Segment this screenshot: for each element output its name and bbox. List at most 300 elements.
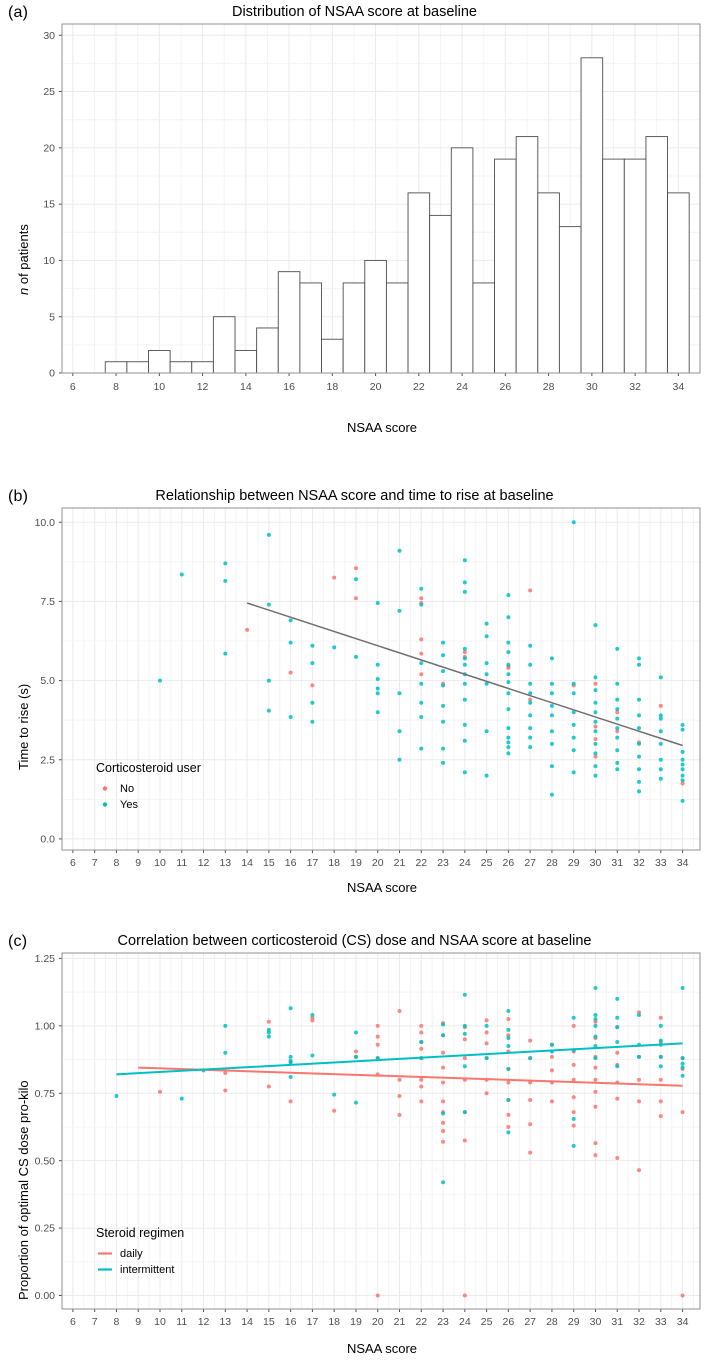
histogram-bar: [235, 350, 257, 373]
x-tick-label: 6: [69, 381, 76, 393]
x-tick-label: 8: [113, 381, 119, 393]
scatter-point: [289, 715, 293, 719]
histogram-bar: [538, 193, 560, 373]
scatter-point: [506, 1017, 510, 1021]
y-tick-label: 15: [43, 198, 55, 211]
scatter-point: [354, 1031, 358, 1035]
scatter-point: [463, 682, 467, 686]
scatter-point: [398, 758, 402, 762]
panel-c-tag: (c): [8, 933, 28, 950]
legend-entry-label: Yes: [120, 799, 138, 811]
scatter-point: [681, 986, 685, 990]
scatter-point: [419, 652, 423, 656]
scatter-point: [550, 656, 554, 660]
scatter-point: [223, 1071, 227, 1075]
scatter-point: [637, 1168, 641, 1172]
scatter-point: [659, 675, 663, 679]
panel-a: [0, 0, 709, 460]
x-tick-label: 32: [633, 1316, 645, 1328]
scatter-point: [310, 644, 314, 648]
panel-b-y-axis-title: Time to rise (s): [16, 683, 31, 770]
scatter-point: [572, 770, 576, 774]
x-tick-label: 30: [589, 1316, 602, 1328]
x-tick-label: 7: [91, 1316, 98, 1328]
scatter-point: [398, 1009, 402, 1013]
scatter-point: [528, 713, 532, 717]
scatter-point: [615, 647, 619, 651]
panel-b-plot-area: [0, 502, 709, 880]
scatter-point: [419, 747, 423, 751]
scatter-point: [441, 1180, 445, 1184]
x-tick-label: 12: [197, 1316, 210, 1328]
scatter-point: [615, 682, 619, 686]
x-tick-label: 21: [393, 857, 406, 869]
scatter-point: [506, 663, 510, 667]
scatter-point: [332, 576, 336, 580]
scatter-point: [463, 1024, 467, 1028]
histogram-bar: [603, 159, 625, 373]
scatter-point: [506, 672, 510, 676]
scatter-point: [289, 1055, 293, 1059]
scatter-point: [681, 1066, 685, 1070]
scatter-point: [310, 1018, 314, 1022]
scatter-point: [354, 1101, 358, 1105]
scatter-point: [463, 1064, 467, 1068]
x-tick-label: 16: [284, 857, 297, 869]
scatter-point: [376, 687, 380, 691]
scatter-point: [463, 663, 467, 667]
histogram-bar: [451, 148, 473, 373]
scatter-point: [398, 609, 402, 613]
panel-a-y-axis-title: n of patients: [16, 224, 31, 295]
x-tick-label: 20: [371, 1316, 384, 1328]
panel-c-x-axis-title: NSAA score: [346, 1341, 418, 1356]
scatter-point: [659, 729, 663, 733]
histogram-bar: [581, 58, 603, 373]
scatter-point: [289, 1006, 293, 1010]
x-tick-label: 18: [328, 1316, 341, 1328]
scatter-point: [485, 622, 489, 626]
scatter-point: [485, 729, 489, 733]
x-tick-label: 25: [480, 857, 493, 869]
scatter-point: [441, 1066, 445, 1070]
scatter-point: [223, 579, 227, 583]
scatter-point: [681, 1056, 685, 1060]
scatter-point: [376, 663, 380, 667]
scatter-point: [354, 1055, 358, 1059]
scatter-point: [681, 778, 685, 782]
scatter-point: [659, 704, 663, 708]
scatter-point: [615, 1040, 619, 1044]
scatter-point: [550, 682, 554, 686]
scatter-point: [398, 691, 402, 695]
scatter-point: [528, 682, 532, 686]
histogram-bar: [430, 215, 452, 373]
scatter-point: [310, 720, 314, 724]
scatter-point: [528, 1056, 532, 1060]
scatter-point: [419, 596, 423, 600]
scatter-point: [354, 1049, 358, 1053]
scatter-point: [593, 1090, 597, 1094]
scatter-point: [659, 742, 663, 746]
scatter-point: [550, 764, 554, 768]
scatter-point: [593, 1024, 597, 1028]
scatter-point: [441, 720, 445, 724]
scatter-point: [506, 736, 510, 740]
y-tick-label: 0.75: [34, 1087, 55, 1100]
scatter-point: [332, 1109, 336, 1113]
scatter-point: [593, 986, 597, 990]
histogram-bar: [149, 350, 171, 373]
panel-c-title: Correlation between corticosteroid (CS) dose and NSAA score at baseline: [117, 933, 592, 949]
scatter-point: [441, 747, 445, 751]
x-tick-label: 30: [589, 857, 602, 869]
histogram-bar: [559, 227, 581, 373]
x-tick-label: 20: [369, 381, 382, 393]
scatter-point: [572, 723, 576, 727]
scatter-point: [463, 558, 467, 562]
scatter-point: [506, 1098, 510, 1102]
x-tick-label: 13: [219, 857, 232, 869]
scatter-point: [419, 661, 423, 665]
scatter-point: [485, 661, 489, 665]
histogram-bar: [343, 283, 365, 373]
scatter-point: [419, 701, 423, 705]
x-tick-label: 25: [480, 1316, 493, 1328]
scatter-point: [681, 723, 685, 727]
x-tick-label: 23: [437, 1316, 449, 1328]
y-tick-label: 5: [49, 311, 55, 324]
scatter-point: [267, 1031, 271, 1035]
scatter-point: [593, 1141, 597, 1145]
scatter-point: [550, 704, 554, 708]
scatter-point: [572, 1024, 576, 1028]
scatter-point: [615, 1156, 619, 1160]
x-tick-label: 11: [176, 857, 188, 869]
scatter-point: [419, 1078, 423, 1082]
scatter-point: [681, 1062, 685, 1066]
scatter-point: [659, 1055, 663, 1059]
x-tick-label: 7: [91, 857, 98, 869]
scatter-point: [637, 742, 641, 746]
x-tick-label: 28: [542, 381, 555, 393]
x-tick-label: 8: [113, 1316, 120, 1328]
scatter-point: [441, 704, 445, 708]
scatter-point: [398, 1113, 402, 1117]
scatter-point: [572, 691, 576, 695]
scatter-point: [419, 682, 423, 686]
scatter-point: [593, 623, 597, 627]
legend-entry-label: No: [120, 783, 135, 795]
scatter-point: [310, 1013, 314, 1017]
histogram-bar: [516, 137, 538, 373]
x-tick-label: 29: [567, 1316, 580, 1328]
scatter-point: [637, 780, 641, 784]
histogram-bar: [278, 272, 300, 373]
scatter-point: [485, 1018, 489, 1022]
x-tick-label: 32: [629, 381, 641, 393]
scatter-point: [441, 653, 445, 657]
x-tick-label: 24: [456, 381, 468, 393]
scatter-point: [593, 675, 597, 679]
scatter-point: [506, 1113, 510, 1117]
x-tick-label: 23: [437, 857, 449, 869]
scatter-point: [485, 1041, 489, 1045]
scatter-point: [310, 683, 314, 687]
scatter-point: [506, 1080, 510, 1084]
scatter-point: [463, 590, 467, 594]
scatter-point: [485, 1056, 489, 1060]
x-tick-label: 13: [219, 1316, 232, 1328]
scatter-point: [354, 577, 358, 581]
y-tick-label: 10: [43, 255, 55, 268]
scatter-point: [463, 1138, 467, 1142]
scatter-point: [637, 1099, 641, 1103]
scatter-point: [637, 755, 641, 759]
scatter-point: [615, 748, 619, 752]
x-tick-label: 16: [284, 1316, 297, 1328]
scatter-point: [572, 1095, 576, 1099]
scatter-point: [550, 793, 554, 797]
histogram-bar: [646, 137, 668, 373]
x-tick-label: 9: [135, 857, 142, 869]
scatter-point: [572, 748, 576, 752]
scatter-point: [593, 1066, 597, 1070]
x-tick-label: 8: [113, 857, 120, 869]
scatter-point: [463, 1037, 467, 1041]
scatter-point: [681, 750, 685, 754]
scatter-point: [419, 1040, 423, 1044]
scatter-point: [593, 774, 597, 778]
panel-a-tag: (a): [8, 4, 29, 21]
scatter-point: [506, 745, 510, 749]
scatter-point: [419, 587, 423, 591]
scatter-point: [376, 1035, 380, 1039]
scatter-point: [593, 1105, 597, 1109]
histogram-bar: [668, 193, 690, 373]
scatter-point: [506, 707, 510, 711]
scatter-point: [615, 707, 619, 711]
scatter-point: [593, 751, 597, 755]
scatter-point: [659, 1016, 663, 1020]
scatter-point: [593, 682, 597, 686]
scatter-point: [659, 767, 663, 771]
scatter-point: [528, 1122, 532, 1126]
y-tick-label: 30: [43, 29, 55, 42]
scatter-point: [659, 1039, 663, 1043]
scatter-point: [180, 573, 184, 577]
scatter-point: [681, 1110, 685, 1114]
scatter-point: [485, 1091, 489, 1095]
scatter-point: [158, 679, 162, 683]
scatter-point: [550, 713, 554, 717]
scatter-point: [463, 1032, 467, 1036]
scatter-point: [441, 1051, 445, 1055]
histogram-bar: [365, 260, 387, 373]
scatter-point: [419, 672, 423, 676]
panel-c-y-axis-title: Proportion of optimal CS dose pro-kilo: [16, 1080, 31, 1300]
x-tick-label: 27: [524, 857, 537, 869]
scatter-point: [615, 1097, 619, 1101]
scatter-point: [506, 1125, 510, 1129]
scatter-point: [572, 1110, 576, 1114]
x-tick-label: 29: [567, 857, 580, 869]
scatter-point: [528, 745, 532, 749]
scatter-point: [463, 580, 467, 584]
histogram-bar: [408, 193, 430, 373]
x-tick-label: 34: [676, 857, 689, 869]
scatter-point: [659, 1064, 663, 1068]
scatter-point: [615, 698, 619, 702]
x-tick-label: 22: [413, 381, 425, 393]
scatter-point: [637, 713, 641, 717]
scatter-point: [289, 618, 293, 622]
legend-swatch: [103, 802, 107, 806]
scatter-point: [615, 736, 619, 740]
scatter-point: [376, 1024, 380, 1028]
x-tick-label: 10: [153, 381, 166, 393]
scatter-point: [681, 799, 685, 803]
x-tick-label: 14: [239, 381, 252, 393]
x-tick-label: 28: [546, 1316, 558, 1328]
scatter-point: [463, 770, 467, 774]
scatter-point: [550, 729, 554, 733]
scatter-point: [463, 1294, 467, 1298]
scatter-point: [681, 763, 685, 767]
histogram-bar: [386, 283, 408, 373]
scatter-point: [354, 655, 358, 659]
y-tick-label: 1.00: [34, 1020, 55, 1033]
scatter-point: [419, 1099, 423, 1103]
histogram-bar: [624, 159, 646, 373]
scatter-point: [441, 761, 445, 765]
y-tick-label: 2.5: [40, 754, 55, 767]
scatter-point: [593, 764, 597, 768]
scatter-point: [593, 1153, 597, 1157]
x-tick-label: 26: [502, 857, 515, 869]
scatter-point: [441, 641, 445, 645]
scatter-point: [637, 656, 641, 660]
scatter-point: [506, 751, 510, 755]
x-tick-label: 15: [263, 857, 275, 869]
x-tick-label: 15: [263, 1316, 275, 1328]
scatter-point: [681, 774, 685, 778]
scatter-point: [441, 1111, 445, 1115]
x-tick-label: 32: [633, 857, 645, 869]
scatter-point: [593, 1017, 597, 1021]
scatter-point: [528, 1039, 532, 1043]
scatter-point: [659, 1099, 663, 1103]
scatter-point: [506, 593, 510, 597]
scatter-point: [398, 1078, 402, 1082]
x-tick-label: 12: [197, 857, 210, 869]
legend-entry-label: intermittent: [120, 1264, 175, 1276]
scatter-point: [615, 997, 619, 1001]
scatter-point: [637, 698, 641, 702]
scatter-point: [528, 644, 532, 648]
scatter-point: [593, 725, 597, 729]
scatter-point: [593, 1056, 597, 1060]
x-tick-label: 31: [611, 857, 624, 869]
scatter-point: [593, 710, 597, 714]
histogram-bar: [105, 362, 127, 373]
scatter-point: [637, 767, 641, 771]
scatter-point: [637, 663, 641, 667]
scatter-point: [528, 701, 532, 705]
scatter-point: [506, 641, 510, 645]
histogram-bar: [495, 159, 517, 373]
scatter-point: [550, 1055, 554, 1059]
y-tick-label: 25: [43, 86, 55, 99]
x-tick-label: 6: [69, 857, 76, 869]
scatter-point: [485, 774, 489, 778]
histogram-bar: [192, 362, 214, 373]
scatter-point: [572, 1063, 576, 1067]
scatter-point: [245, 628, 249, 632]
scatter-point: [463, 698, 467, 702]
histogram-bar: [322, 339, 344, 373]
scatter-point: [550, 1068, 554, 1072]
scatter-point: [637, 726, 641, 730]
scatter-point: [637, 1013, 641, 1017]
x-tick-label: 19: [350, 1316, 362, 1328]
scatter-point: [659, 1024, 663, 1028]
scatter-point: [441, 1140, 445, 1144]
y-tick-label: 0: [49, 367, 55, 380]
panel-a-title: Distribution of NSAA score at baseline: [231, 4, 477, 20]
scatter-point: [332, 1093, 336, 1097]
panel-b-x-axis-title: NSAA score: [346, 880, 418, 895]
scatter-point: [267, 603, 271, 607]
scatter-point: [289, 1099, 293, 1103]
scatter-point: [506, 1009, 510, 1013]
panel-b-svg: [0, 502, 709, 880]
scatter-point: [441, 1033, 445, 1037]
scatter-point: [615, 1064, 619, 1068]
scatter-point: [332, 645, 336, 649]
scatter-point: [441, 1129, 445, 1133]
scatter-point: [637, 1078, 641, 1082]
x-tick-label: 18: [328, 857, 341, 869]
scatter-point: [267, 533, 271, 537]
scatter-point: [615, 767, 619, 771]
legend-title: Corticosteroid user: [96, 761, 201, 775]
scatter-point: [615, 761, 619, 765]
scatter-point: [528, 588, 532, 592]
scatter-point: [158, 1090, 162, 1094]
scatter-point: [463, 993, 467, 997]
scatter-point: [593, 701, 597, 705]
scatter-point: [506, 740, 510, 744]
y-tick-label: 20: [43, 142, 55, 155]
scatter-point: [310, 1053, 314, 1057]
scatter-point: [398, 729, 402, 733]
scatter-point: [310, 701, 314, 705]
panel-b-tag: (b): [8, 488, 29, 505]
scatter-point: [463, 1056, 467, 1060]
x-tick-label: 30: [586, 381, 598, 393]
scatter-point: [550, 1043, 554, 1047]
scatter-point: [593, 688, 597, 692]
scatter-point: [506, 650, 510, 654]
histogram-bar: [257, 328, 279, 373]
x-tick-label: 33: [654, 857, 667, 869]
scatter-point: [463, 1110, 467, 1114]
x-tick-label: 18: [326, 381, 339, 393]
x-tick-label: 26: [499, 381, 512, 393]
legend-swatch: [103, 786, 107, 790]
scatter-point: [506, 680, 510, 684]
